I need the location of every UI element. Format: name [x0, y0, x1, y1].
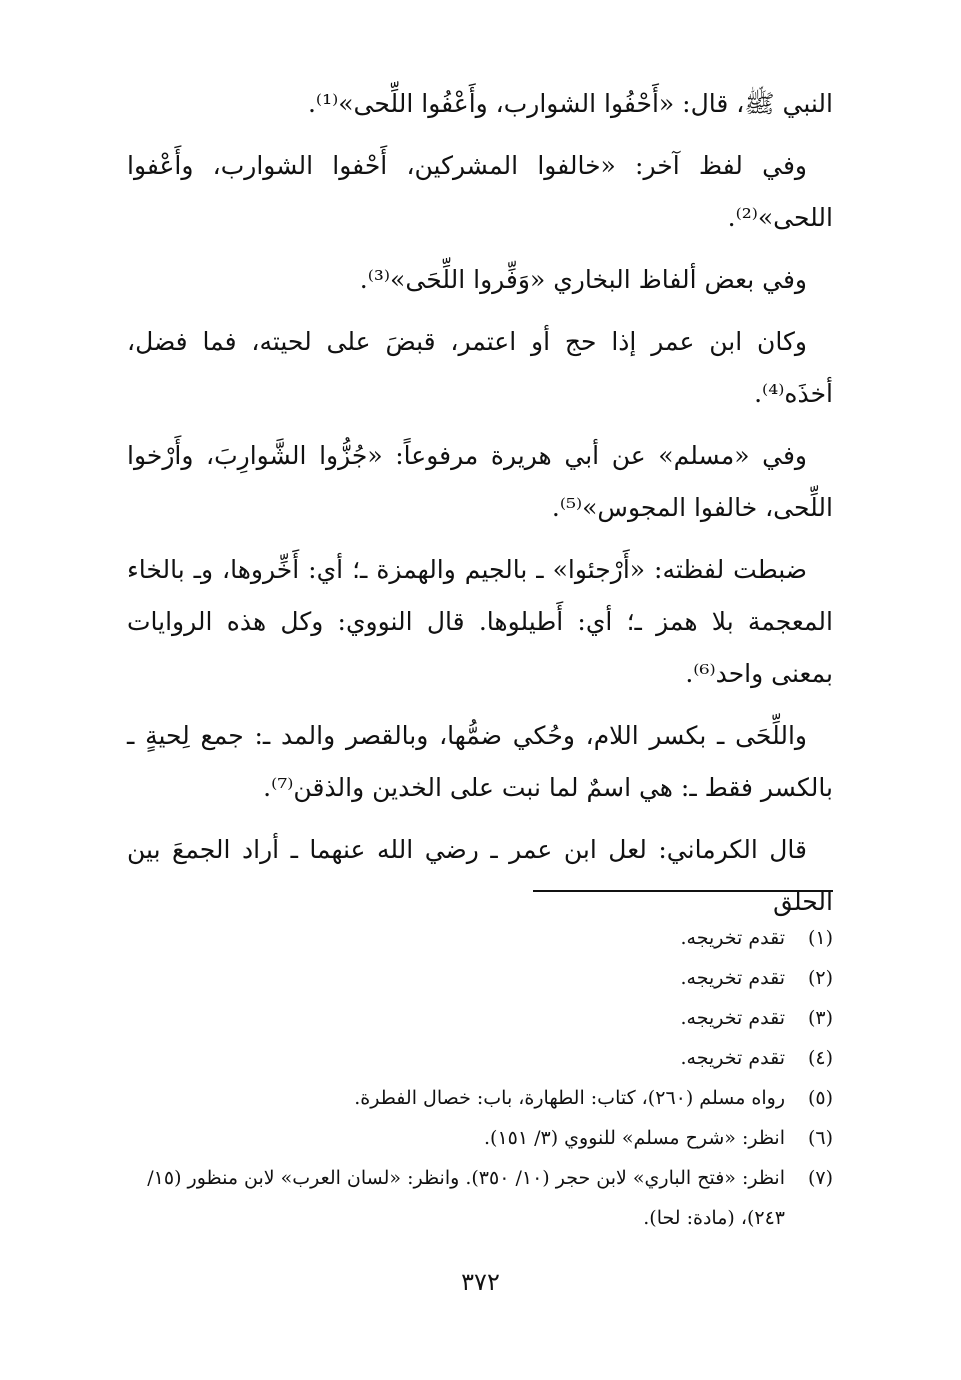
paragraph-5: وفي «مسلم» عن أبي هريرة مرفوعاً: «جُزُّوا الشَّوارِبَ، وأَرْخوا اللِّحى، خالفوا المجوس»⁽⁵⁾.: [127, 441, 833, 522]
paragraph-3: وفي بعض ألفاظ البخاري «وَفِّروا اللِّحَى»⁽³⁾.: [359, 265, 807, 294]
footnote-number: (٦): [807, 1127, 833, 1149]
footnote-item: [127, 1078, 833, 1118]
footnote-text: رواه مسلم (٢٦٠)، كتاب: الطهارة، باب: خصال الفطرة.: [354, 1087, 785, 1109]
footnote-item: [127, 1158, 833, 1238]
footnote-number: (٣): [807, 1007, 833, 1029]
footnote-divider: [533, 890, 833, 892]
footnote-text: انظر: «شرح مسلم» للنووي (٣/ ١٥١).: [483, 1127, 785, 1149]
footnote-text: انظر: «فتح الباري» لابن حجر (١٠/ ٣٥٠). وانظر: «لسان العرب» لابن منظور (١٥/ ٢٤٣)، (مادة: لحا).: [147, 1167, 785, 1229]
footnote-number: (٤): [807, 1047, 833, 1069]
paragraph-6: ضبطت لفظته: «أَرْجئوا» ـ بالجيم والهمزة ـ؛ أي: أَخِّروها، وـ بالخاء المعجمة بلا همز ـ؛ أي: أَطيلوها. قال النووي: وكل هذه الروايات بمعنى واحد⁽⁶⁾.: [127, 555, 833, 688]
main-text: [127, 78, 833, 938]
footnote-text: تقدم تخريجه.: [680, 1047, 785, 1069]
footnote-number: (٥): [807, 1087, 833, 1109]
footnote-item: [127, 1118, 833, 1158]
paragraph-8: قال الكرماني: لعل ابن عمر ـ رضي الله عنهما ـ أراد الجمعَ بين الحلق: [127, 835, 833, 916]
footnote-item: [127, 958, 833, 998]
footnote-item: [127, 998, 833, 1038]
footnotes: [127, 918, 833, 1238]
paragraph-2: وفي لفظ آخر: «خالفوا المشركين، أَحْفوا الشوارب، وأَعْفوا اللحى»⁽²⁾.: [127, 151, 833, 232]
footnote-number: (٧): [807, 1167, 833, 1189]
footnote-text: تقدم تخريجه.: [680, 967, 785, 989]
footnote-item: [127, 1038, 833, 1078]
footnote-item: [127, 918, 833, 958]
footnote-number: (١): [807, 927, 833, 949]
paragraph-1: النبي ﷺ، قال: «أَحْفُوا الشوارب، وأَعْفُوا اللِّحى»⁽¹⁾.: [307, 89, 833, 118]
footnote-number: (٢): [807, 967, 833, 989]
paragraph-7: واللِّحَى ـ بكسر اللام، وحُكي ضمُّها، وبالقصر والمد ـ: جمع لِحيةٍ ـ بالكسر فقط ـ: هي اسمٌ لما نبت على الخدين والذقن⁽⁷⁾.: [127, 721, 833, 802]
paragraph-4: وكان ابن عمر إذا حج أو اعتمر، قبضَ على لحيته، فما فضل، أخذَه⁽⁴⁾.: [127, 327, 833, 408]
footnote-text: تقدم تخريجه.: [680, 1007, 785, 1029]
footnote-text: تقدم تخريجه.: [680, 927, 785, 949]
page-number: ٣٧٢: [461, 1268, 500, 1296]
